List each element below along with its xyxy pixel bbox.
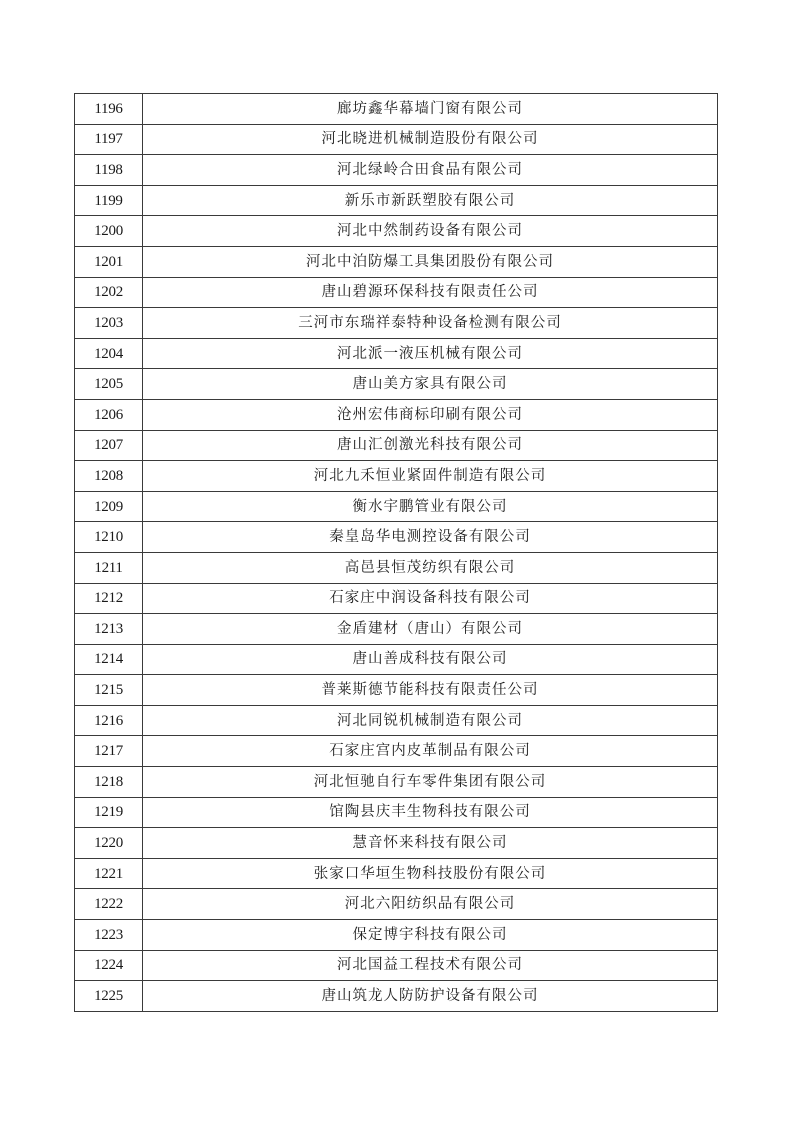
company-name: 沧州宏伟商标印刷有限公司 (143, 399, 718, 430)
table-row (75, 338, 718, 369)
table-row (75, 705, 718, 736)
company-table (74, 93, 718, 1012)
row-number: 1206 (75, 399, 143, 430)
row-number: 1223 (75, 920, 143, 951)
row-number: 1198 (75, 155, 143, 186)
company-name: 张家口华垣生物科技股份有限公司 (143, 858, 718, 889)
table-row (75, 124, 718, 155)
row-number: 1220 (75, 828, 143, 859)
company-name: 馆陶县庆丰生物科技有限公司 (143, 797, 718, 828)
row-number: 1210 (75, 522, 143, 553)
table-row (75, 828, 718, 859)
company-name: 普莱斯德节能科技有限责任公司 (143, 675, 718, 706)
company-name: 河北六阳纺织品有限公司 (143, 889, 718, 920)
company-name: 衡水宇鹏管业有限公司 (143, 491, 718, 522)
company-name: 河北国益工程技术有限公司 (143, 950, 718, 981)
company-name: 唐山善成科技有限公司 (143, 644, 718, 675)
row-number: 1213 (75, 614, 143, 645)
row-number: 1216 (75, 705, 143, 736)
row-number: 1205 (75, 369, 143, 400)
company-name: 高邑县恒茂纺织有限公司 (143, 552, 718, 583)
company-name: 唐山汇创激光科技有限公司 (143, 430, 718, 461)
row-number: 1218 (75, 767, 143, 798)
company-name: 河北晓进机械制造股份有限公司 (143, 124, 718, 155)
company-name: 秦皇岛华电测控设备有限公司 (143, 522, 718, 553)
table-row (75, 644, 718, 675)
company-name: 河北派一液压机械有限公司 (143, 338, 718, 369)
row-number: 1209 (75, 491, 143, 522)
company-name: 三河市东瑞祥泰特种设备检测有限公司 (143, 308, 718, 339)
row-number: 1207 (75, 430, 143, 461)
row-number: 1199 (75, 185, 143, 216)
row-number: 1212 (75, 583, 143, 614)
table-row (75, 675, 718, 706)
company-name: 新乐市新跃塑胶有限公司 (143, 185, 718, 216)
table-row (75, 216, 718, 247)
table-row (75, 155, 718, 186)
row-number: 1217 (75, 736, 143, 767)
table-row (75, 430, 718, 461)
table-row (75, 308, 718, 339)
table-row (75, 461, 718, 492)
table-row (75, 614, 718, 645)
row-number: 1225 (75, 981, 143, 1012)
row-number: 1215 (75, 675, 143, 706)
company-name: 唐山筑龙人防防护设备有限公司 (143, 981, 718, 1012)
company-name: 河北同锐机械制造有限公司 (143, 705, 718, 736)
row-number: 1208 (75, 461, 143, 492)
table-body (75, 94, 718, 1012)
table-row (75, 94, 718, 125)
company-name: 石家庄宫内皮革制品有限公司 (143, 736, 718, 767)
table-row (75, 797, 718, 828)
table-row (75, 522, 718, 553)
row-number: 1219 (75, 797, 143, 828)
row-number: 1197 (75, 124, 143, 155)
company-name: 金盾建材（唐山）有限公司 (143, 614, 718, 645)
row-number: 1214 (75, 644, 143, 675)
table-row (75, 185, 718, 216)
row-number: 1211 (75, 552, 143, 583)
table-row (75, 920, 718, 951)
company-name: 石家庄中润设备科技有限公司 (143, 583, 718, 614)
company-name: 河北中然制药设备有限公司 (143, 216, 718, 247)
table-row (75, 552, 718, 583)
table-row (75, 369, 718, 400)
company-name: 唐山碧源环保科技有限责任公司 (143, 277, 718, 308)
company-name: 河北绿岭合田食品有限公司 (143, 155, 718, 186)
table-row (75, 491, 718, 522)
row-number: 1221 (75, 858, 143, 889)
row-number: 1204 (75, 338, 143, 369)
table-row (75, 736, 718, 767)
table-row (75, 981, 718, 1012)
row-number: 1202 (75, 277, 143, 308)
row-number: 1200 (75, 216, 143, 247)
company-name: 保定博宇科技有限公司 (143, 920, 718, 951)
row-number: 1224 (75, 950, 143, 981)
company-name: 河北恒驰自行车零件集团有限公司 (143, 767, 718, 798)
company-name: 慧音怀来科技有限公司 (143, 828, 718, 859)
company-name: 唐山美方家具有限公司 (143, 369, 718, 400)
row-number: 1201 (75, 246, 143, 277)
company-name: 河北中泊防爆工具集团股份有限公司 (143, 246, 718, 277)
company-name: 河北九禾恒业紧固件制造有限公司 (143, 461, 718, 492)
table-row (75, 767, 718, 798)
table-row (75, 950, 718, 981)
row-number: 1196 (75, 94, 143, 125)
table-row (75, 246, 718, 277)
table-row (75, 583, 718, 614)
table-row (75, 858, 718, 889)
company-name: 廊坊鑫华幕墙门窗有限公司 (143, 94, 718, 125)
table-row (75, 889, 718, 920)
table-row (75, 277, 718, 308)
table-row (75, 399, 718, 430)
row-number: 1203 (75, 308, 143, 339)
row-number: 1222 (75, 889, 143, 920)
